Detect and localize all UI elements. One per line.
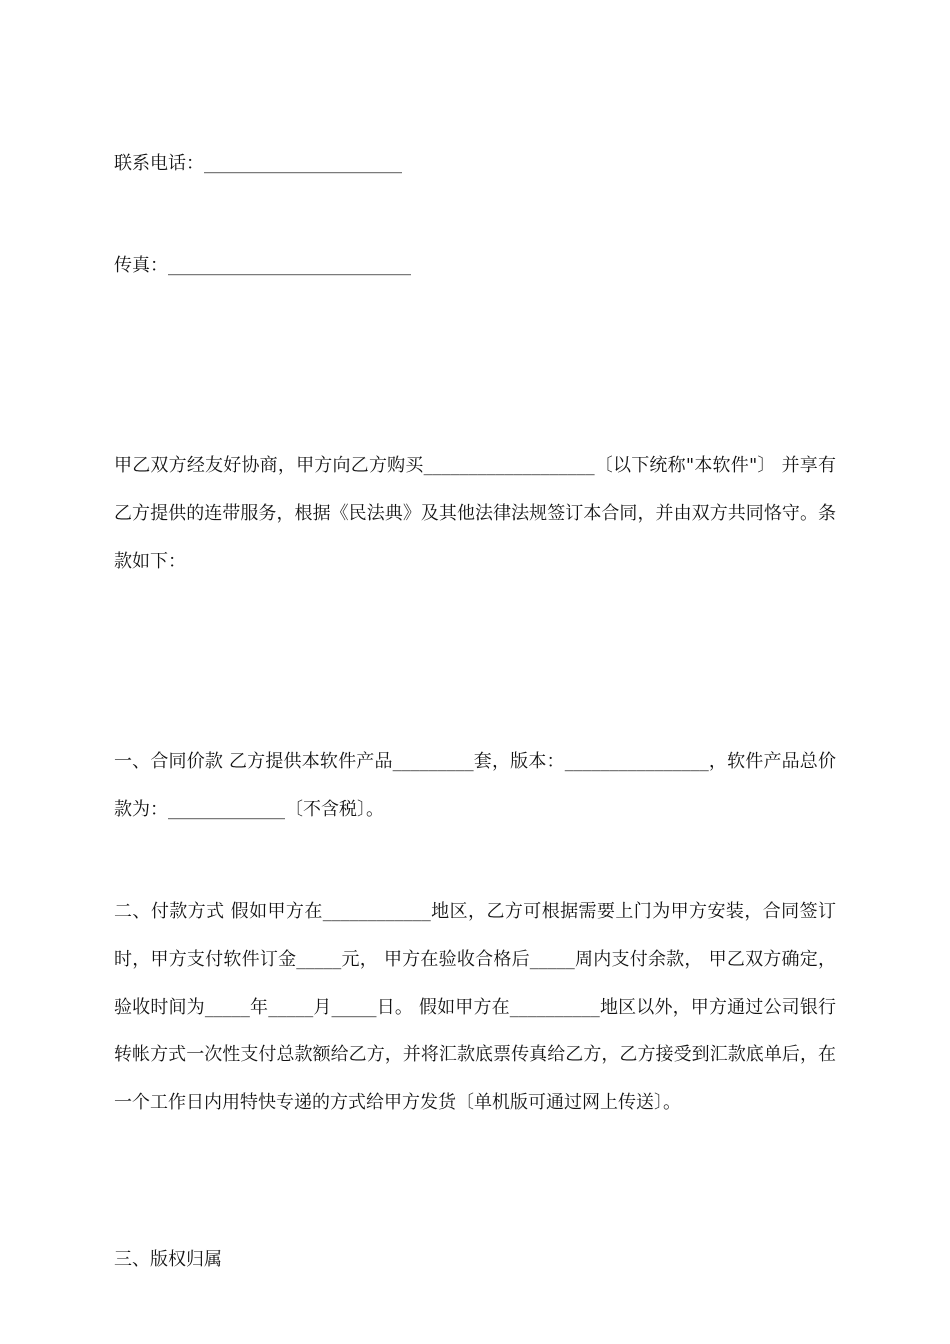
intro-paragraph: 甲乙双方经友好协商，甲方向乙方购买___________________〔以下统称"本软件"〕 并享有乙方提供的连带服务，根据《民法典》及其他法律法规签订本合同，并由双方共同恪守。条款如下： [114, 455, 836, 572]
contact-phone-line: 联系电话：______________________ [114, 153, 402, 174]
clause-3-title: 三、版权归属 [114, 1249, 222, 1270]
contact-fax-line: 传真：___________________________ [114, 255, 411, 276]
clause-1-contract-price: 一、合同价款 乙方提供本软件产品_________套，版本：________________，软件产品总价款为：_____________〔不含税〕。 [114, 751, 836, 820]
clause-2-payment-method: 二、付款方式 假如甲方在____________地区，乙方可根据需要上门为甲方安装，合同签订时，甲方支付软件订金_____元， 甲方在验收合格后_____周内支付余款， 甲乙双方确定，验收时间为_____年_____月_____日。 假如甲方在__________地区以外，甲方通过公司银行转帐方式一次性支付总款额给乙方，并将汇款底票传真给乙方，乙方接受到汇款底单后，在一个工作日内用特快专递的方式给甲方发货〔单机版可通过网上传送〕。 [114, 901, 836, 1114]
